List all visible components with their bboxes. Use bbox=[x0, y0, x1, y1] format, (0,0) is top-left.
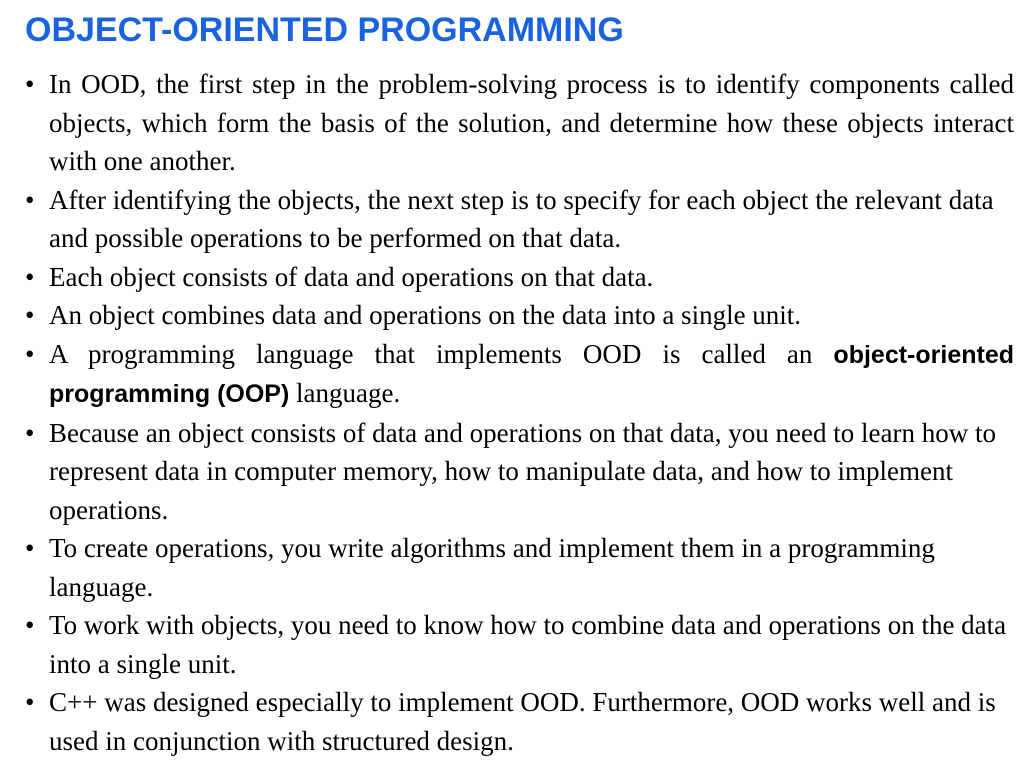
slide-title: OBJECT-ORIENTED PROGRAMMING bbox=[25, 11, 624, 49]
bullet-text: C++ was designed especially to implement OOD. Furthermore, OOD works well and is used in conjunction with structured design. bbox=[49, 687, 996, 756]
bullet-text: In OOD, the first step in the problem-solving process is to identify components called objects, which form the basis of the solution, and determine how these objects interact with one another. bbox=[49, 69, 1014, 176]
bullet-dot-icon: • bbox=[25, 417, 35, 448]
bullet-text: Each object consists of data and operations on that data. bbox=[49, 261, 654, 292]
bullet-item bbox=[25, 181, 1014, 258]
bullet-item bbox=[25, 65, 1014, 181]
bullet-text: An object combines data and operations on the data into a single unit. bbox=[49, 300, 802, 330]
bullet-item bbox=[25, 529, 1014, 606]
bullet-text-before: A programming language that implements OOD is called an bbox=[49, 338, 834, 369]
bullet-item bbox=[25, 258, 1014, 297]
bullet-text: To create operations, you write algorithms and implement them in a programming language. bbox=[49, 533, 935, 602]
bullet-dot-icon: • bbox=[25, 300, 35, 330]
bullet-item bbox=[25, 683, 1014, 760]
bullet-dot-icon: • bbox=[25, 261, 35, 292]
bullet-item bbox=[25, 296, 1014, 335]
bullet-text-after: language. bbox=[289, 378, 401, 408]
bullet-dot-icon: • bbox=[25, 69, 35, 99]
bullet-text: To work with objects, you need to know how to combine data and operations on the data into a single unit. bbox=[49, 610, 1007, 679]
bullet-dot-icon: • bbox=[25, 533, 35, 563]
oop-term: object-oriented programming (OOP) bbox=[49, 340, 1014, 408]
bullet-text: Because an object consists of data and operations on that data, you need to learn how to represent data in computer memory, how to manipulate data, and how to implement operations. bbox=[49, 417, 996, 525]
bullet-item bbox=[25, 606, 1014, 683]
bullet-dot-icon: • bbox=[25, 338, 35, 369]
bullet-dot-icon: • bbox=[25, 610, 35, 640]
bullet-list bbox=[25, 65, 1014, 760]
bullet-dot-icon: • bbox=[25, 687, 35, 717]
bullet-item bbox=[25, 335, 1014, 414]
bullet-item bbox=[25, 414, 1014, 530]
bullet-text: After identifying the objects, the next step is to specify for each object the relevant data and possible operations to be performed on that data. bbox=[49, 184, 994, 253]
bullet-dot-icon: • bbox=[25, 184, 35, 215]
